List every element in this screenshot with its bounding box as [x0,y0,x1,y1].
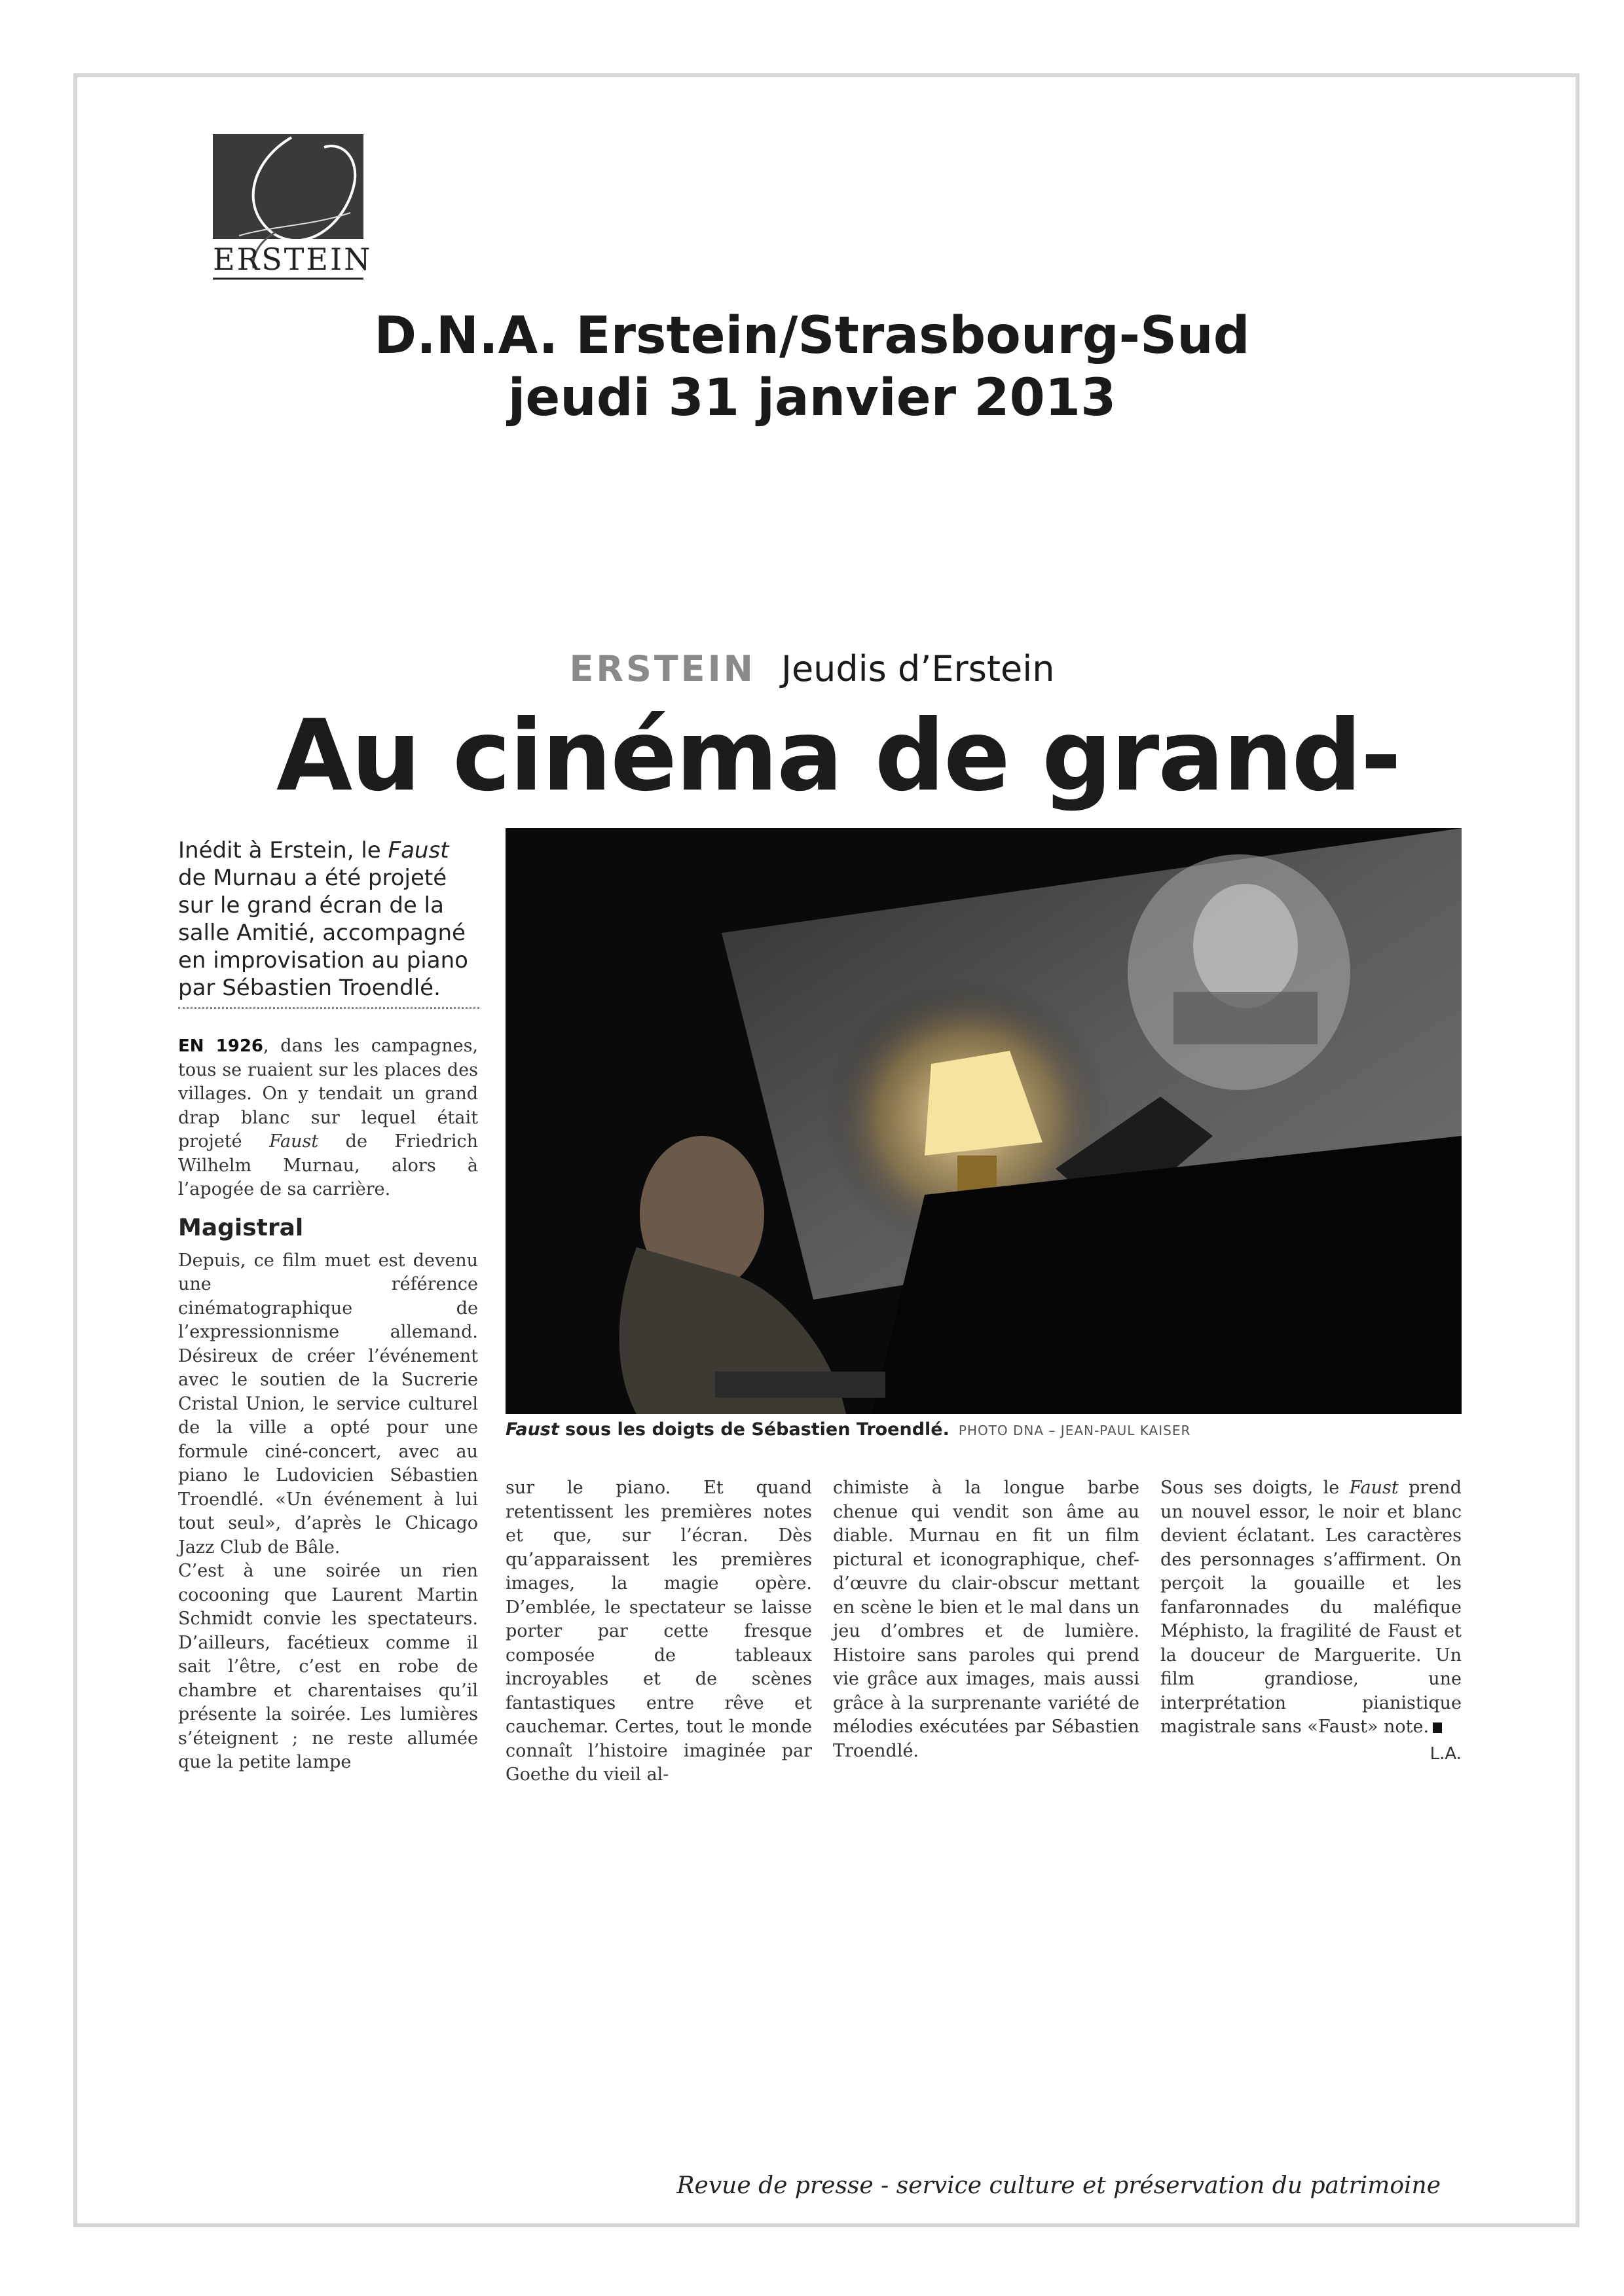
end-mark-icon [1433,1722,1442,1733]
intro-text-end: de Murnau a été projeté sur le grand écran de la salle Amitié, accompagné en improvisation au piano par Sébastien Troendlé. [178,865,468,1001]
publication-title: D.N.A. Erstein/Strasbourg-Sud [374,306,1250,365]
paragraph-text: Sous ses doigts, le [1160,1478,1350,1498]
photo-caption [506,1419,1462,1440]
article-headline: Au cinéma de grand- [276,699,1400,813]
article-intro [178,837,476,1002]
intro-divider [178,1007,479,1009]
paragraph [1160,1476,1462,1740]
paragraph-text-end: prend un nouvel essor, le noir et blanc devient éclatant. Les caractères des personnages s’affirment. On perçoit la gouaille et les fanfaronnades du maléfique Méphisto, la fragilité de Faust et la douceur de Marguerite. Un film grandiose, une interprétation pianistique magistrale sans «Faust» note. [1160,1478,1462,1737]
article-photo [506,828,1462,1414]
publication-date: jeudi 31 janvier 2013 [507,369,1116,428]
page-footer: Revue de presse - service culture et préservation du patrimoine [676,2172,1441,2199]
article-column-3 [833,1476,1139,1763]
paragraph-text: , dans les campagnes, tous se ruaient sur les places des villages. On y tendait un grand drap blanc sur lequel était projeté [178,1036,479,1152]
photo-credit: PHOTO DNA – JEAN-PAUL KAISER [958,1423,1191,1438]
caption-title-emphasis: Faust [506,1419,559,1440]
caption-text: sous les doigts de Sébastien Troendlé. [559,1419,950,1440]
author-signature: L.A. [1430,1743,1462,1764]
film-title-emphasis: Faust [269,1131,319,1152]
article-column-4 [1160,1476,1462,1766]
article-column-2 [506,1476,812,1787]
intro-title-emphasis: Faust [388,837,449,864]
article-column-1 [178,1034,478,1775]
erstein-logo [213,134,373,277]
film-title-emphasis: Faust [1349,1478,1399,1498]
lead-in: EN 1926 [178,1036,264,1056]
kicker-topic: Jeudis d’Erstein [781,648,1055,689]
intro-text: Inédit à Erstein, le [178,837,388,864]
paragraph: C’est à une soirée un rien cocooning que Laurent Martin Schmidt convie les spectateurs. D’ailleurs, facétieux comme il sait l’être, c’est en robe de chambre et charentaises qu’il présente la soirée. Les lumières s’éteignent ; ne reste allumée que la petite lampe [178,1561,478,1772]
subheading: Magistral [178,1214,304,1241]
article-kicker [0,648,1624,689]
logo-text: ERSTEIN [213,241,363,280]
paragraph: Depuis, ce film muet est devenu une référence cinématographique de l’expressionnisme allemand. Désireux de créer l’événement avec le soutien de la Sucrerie Cristal Union, le service culturel de la ville a opté pour une formule ciné-concert, avec au piano le Ludovicien Sébastien Troendlé. «Un événement à lui tout seul», d’après le Chicago Jazz Club de Bâle. [178,1250,478,1558]
kicker-region: ERSTEIN [569,648,756,689]
paragraph: sur le piano. Et quand retentissent les premières notes et que, sur l’écran. Dès qu’apparaissent les premières images, la magie opère. D’emblée, le spectateur se laisse porter par cette fresque composée de tableaux incroyables et de scènes fantastiques entre rêve et cauchemar. Certes, tout le monde connaît l’histoire imaginée par Goethe du vieil al- [506,1478,812,1785]
paragraph-text-end: de Friedrich Wilhelm Murnau, alors à l’apogée de sa carrière. [178,1131,478,1199]
pianist-photo-illustration [506,828,1462,1414]
paragraph [178,1034,478,1202]
paragraph: chimiste à la longue barbe chenue qui vendit son âme au diable. Murnau en fit un film pictural et iconographique, chef-d’œuvre du clair-obscur mettant en scène le bien et le mal dans un jeu d’ombres et de lumière. Histoire sans paroles qui prend vie grâce aux images, mais aussi grâce à la surprenante variété de mélodies exécutées par Sébastien Troendlé. [833,1478,1139,1761]
